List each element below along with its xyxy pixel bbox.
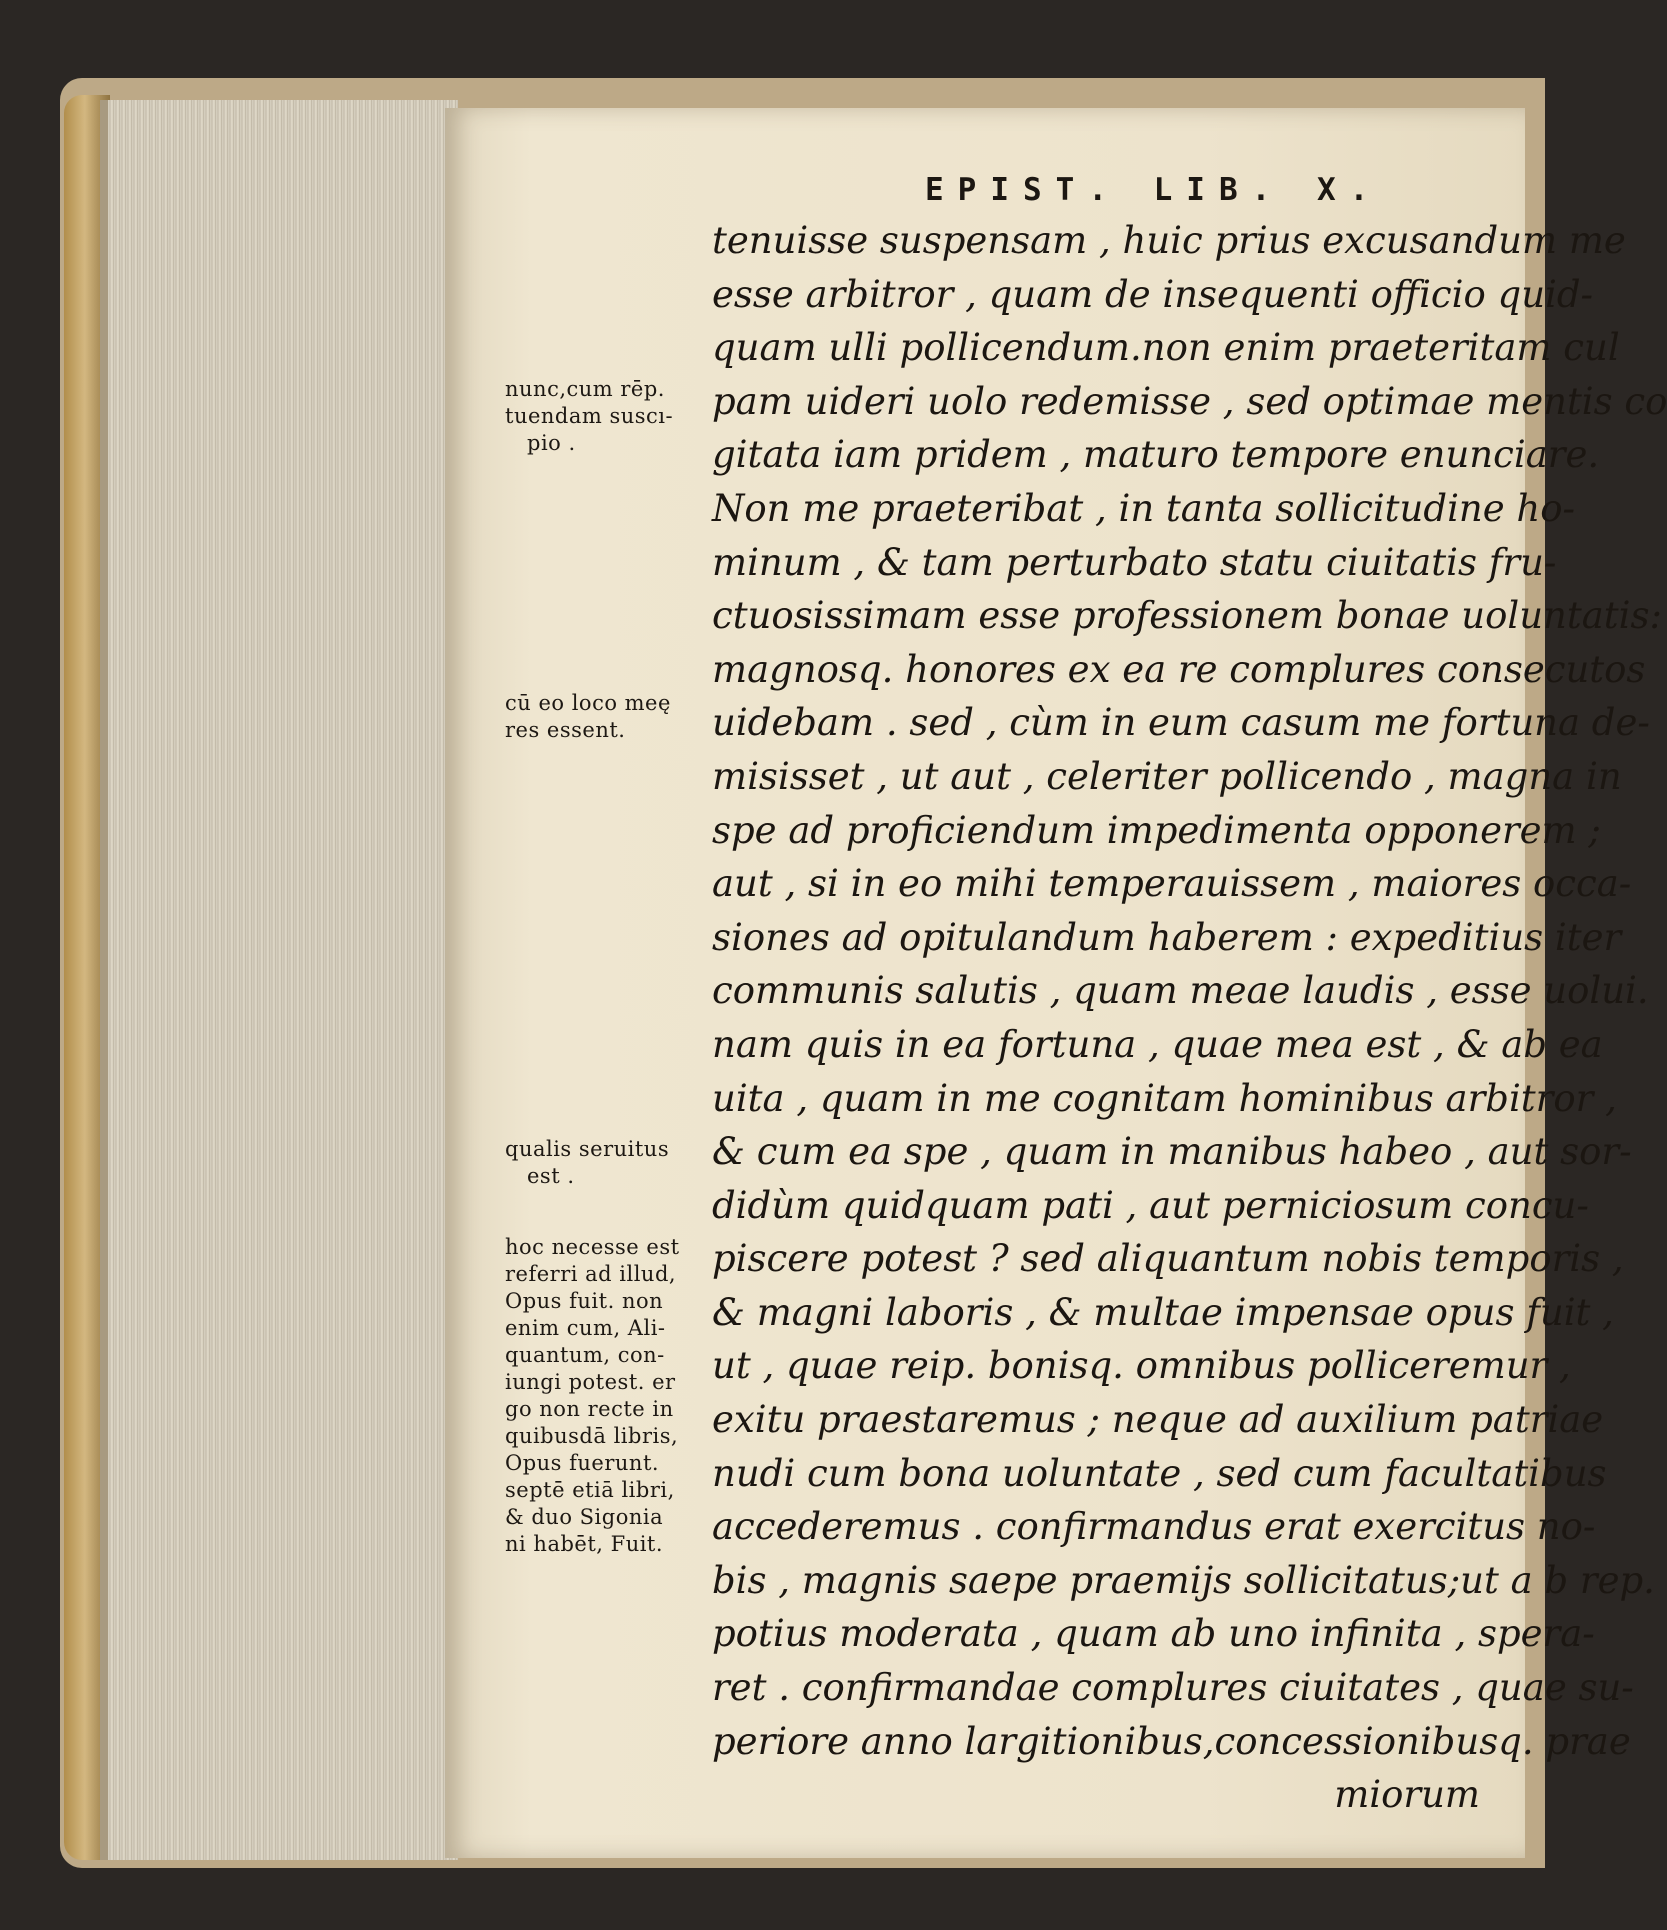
margin-note-line: ni habēt, Fuit.	[505, 1532, 664, 1556]
text-line: potius moderata , quam ab uno infinita , spera-	[712, 1612, 1595, 1656]
text-line: & cum ea spe , quam in manibus habeo , aut sor-	[712, 1130, 1632, 1174]
text-line: magnosq. honores ex ea re complures consecutos	[712, 647, 1646, 691]
text-line: minum , & tam perturbato statu ciuitatis fru-	[712, 540, 1557, 584]
text-line: esse arbitror , quam de insequenti officio quid-	[712, 272, 1594, 316]
text-line: communis salutis , quam meae laudis , esse uolui.	[712, 969, 1649, 1013]
text-line: exitu praestaremus ; neque ad auxilium patriae	[712, 1398, 1604, 1442]
margin-note-4	[505, 1234, 680, 1558]
margin-note-line: tuendam suscı-	[505, 404, 674, 428]
text-line: ctuosissimam esse professionem bonae uoluntatis:	[712, 594, 1662, 638]
text-line: uidebam . sed , cùm in eum casum me fortuna de-	[712, 701, 1650, 745]
text-line: ret . confirmandae complures ciuitates , quae su-	[712, 1666, 1634, 1710]
text-line: & magni laboris , & multae impensae opus fuit ,	[712, 1290, 1614, 1334]
text-line: siones ad opitulandum haberem : expeditius iter	[712, 915, 1622, 959]
margin-note-1	[505, 376, 673, 457]
margin-note-line: cū eo loco meę	[505, 691, 671, 715]
text-line: spe ad proficiendum impedimenta opponerem ;	[712, 808, 1601, 852]
text-line: gitata iam pridem , maturo tempore enunciare.	[712, 433, 1600, 477]
margin-note-line: referri ad illud,	[505, 1262, 677, 1286]
margin-note-line: est .	[527, 1164, 575, 1188]
text-line: nudi cum bona uoluntate , sed cum facultatibus	[712, 1451, 1607, 1495]
text-line: accederemus . confirmandus erat exercitus no-	[712, 1505, 1596, 1549]
margin-note-line: septē etiā libri,	[505, 1478, 675, 1502]
text-line: quam ulli pollicendum.non enim praeteritam cul	[712, 326, 1620, 370]
margin-note-line: iungi potest. er	[505, 1370, 676, 1394]
text-line: didùm quidquam pati , aut perniciosum concu-	[712, 1183, 1589, 1227]
text-line: bis , magnis saepe praemijs sollicitatus;ut a b rep.	[712, 1558, 1655, 1602]
page-stack-edge	[100, 100, 458, 1860]
margin-note-line: nunc,cum rēp.	[505, 377, 665, 401]
margin-note-line: pio .	[527, 431, 576, 455]
text-line: ut , quae reip. bonisq. omnibus polliceremur ,	[712, 1344, 1571, 1388]
margin-note-line: & duo Sigonia	[505, 1505, 664, 1529]
text-line: piscere potest ? sed aliquantum nobis temporis ,	[712, 1237, 1624, 1281]
text-line: pam uideri uolo redemisse , sed optimae mentis co	[712, 379, 1667, 423]
text-line: periore anno largitionibus,concessionibusq. prae	[712, 1719, 1631, 1763]
margin-note-line: hoc necesse est	[505, 1235, 680, 1259]
book-page	[445, 108, 1667, 1858]
catchword: miorum	[1334, 1773, 1480, 1817]
margin-note-3	[505, 1136, 669, 1190]
margin-note-line: go non recte in	[505, 1397, 674, 1421]
margin-note-line: qualis seruitus	[505, 1137, 670, 1161]
margin-note-line: quantum, con-	[505, 1343, 665, 1367]
text-line: misisset , ut aut , celeriter pollicendo , magna in	[712, 754, 1622, 798]
text-line: Non me praeteribat , in tanta sollicitudine ho-	[712, 486, 1575, 530]
margin-note-line: quibusdā libris,	[505, 1424, 679, 1448]
body-text	[712, 214, 1667, 1822]
margin-note-2	[505, 690, 671, 744]
running-head: EPIST. LIB. X.	[925, 172, 1383, 208]
text-line: aut , si in eo mihi temperauissem , maiores occa-	[712, 862, 1632, 906]
margin-note-line: enim cum, Ali-	[505, 1316, 666, 1340]
text-line: nam quis in ea fortuna , quae mea est , & ab ea	[712, 1022, 1603, 1066]
margin-note-line: Opus fuerunt.	[505, 1451, 660, 1475]
margin-note-line: Opus fuit. non	[505, 1289, 664, 1313]
margin-note-line: res essent.	[505, 718, 626, 742]
text-line: uita , quam in me cognitam hominibus arbitror ,	[712, 1076, 1617, 1120]
text-line: tenuisse suspensam , huic prius excusandum me	[712, 219, 1626, 262]
